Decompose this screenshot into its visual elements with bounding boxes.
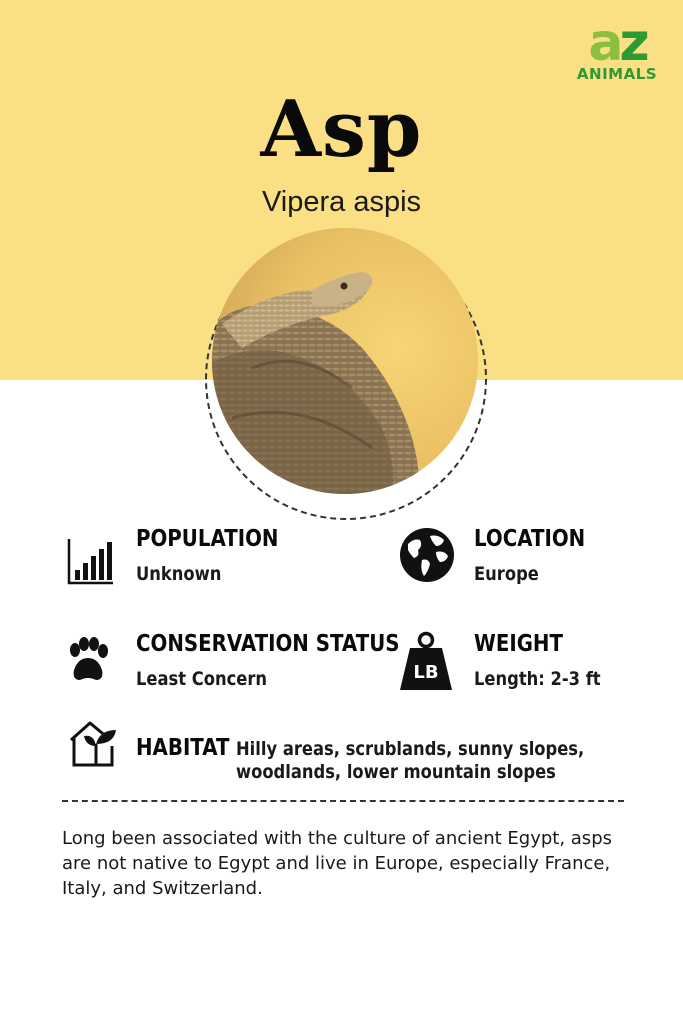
weight-icon [398, 630, 454, 692]
snake-photo [212, 228, 478, 494]
scientific-name: Vipera aspis [261, 186, 422, 218]
weight-value: Length: 2-3 ft [474, 668, 601, 690]
globe-icon [398, 526, 456, 584]
section-divider [62, 800, 624, 802]
logo-letter-a: a [588, 13, 620, 73]
page-title: Asp [260, 84, 423, 175]
house-plant-icon [68, 720, 120, 768]
paw-icon [64, 636, 112, 684]
svg-text:LB: LB [413, 662, 439, 683]
population-title: POPULATION [136, 526, 279, 552]
habitat-title: HABITAT [136, 735, 230, 761]
habitat-value-line1: Hilly areas, scrublands, sunny slopes, [236, 738, 585, 760]
conservation-title: CONSERVATION STATUS [136, 631, 400, 657]
conservation-value: Least Concern [136, 668, 268, 690]
location-value: Europe [474, 563, 539, 585]
weight-title: WEIGHT [474, 631, 563, 657]
logo-letter-z: z [619, 13, 646, 73]
habitat-value-line2: woodlands, lower mountain slopes [236, 761, 556, 783]
description-text: Long been associated with the culture of ancient Egypt, asps are not native to Egypt and live in Europe, especially France, Italy, and Switzerland. [62, 828, 612, 899]
bar-chart-icon [66, 536, 116, 586]
population-value: Unknown [136, 563, 222, 585]
logo-wordmark: ANIMALS [576, 65, 658, 83]
location-title: LOCATION [474, 526, 586, 552]
az-animals-logo[interactable] [575, 13, 659, 84]
